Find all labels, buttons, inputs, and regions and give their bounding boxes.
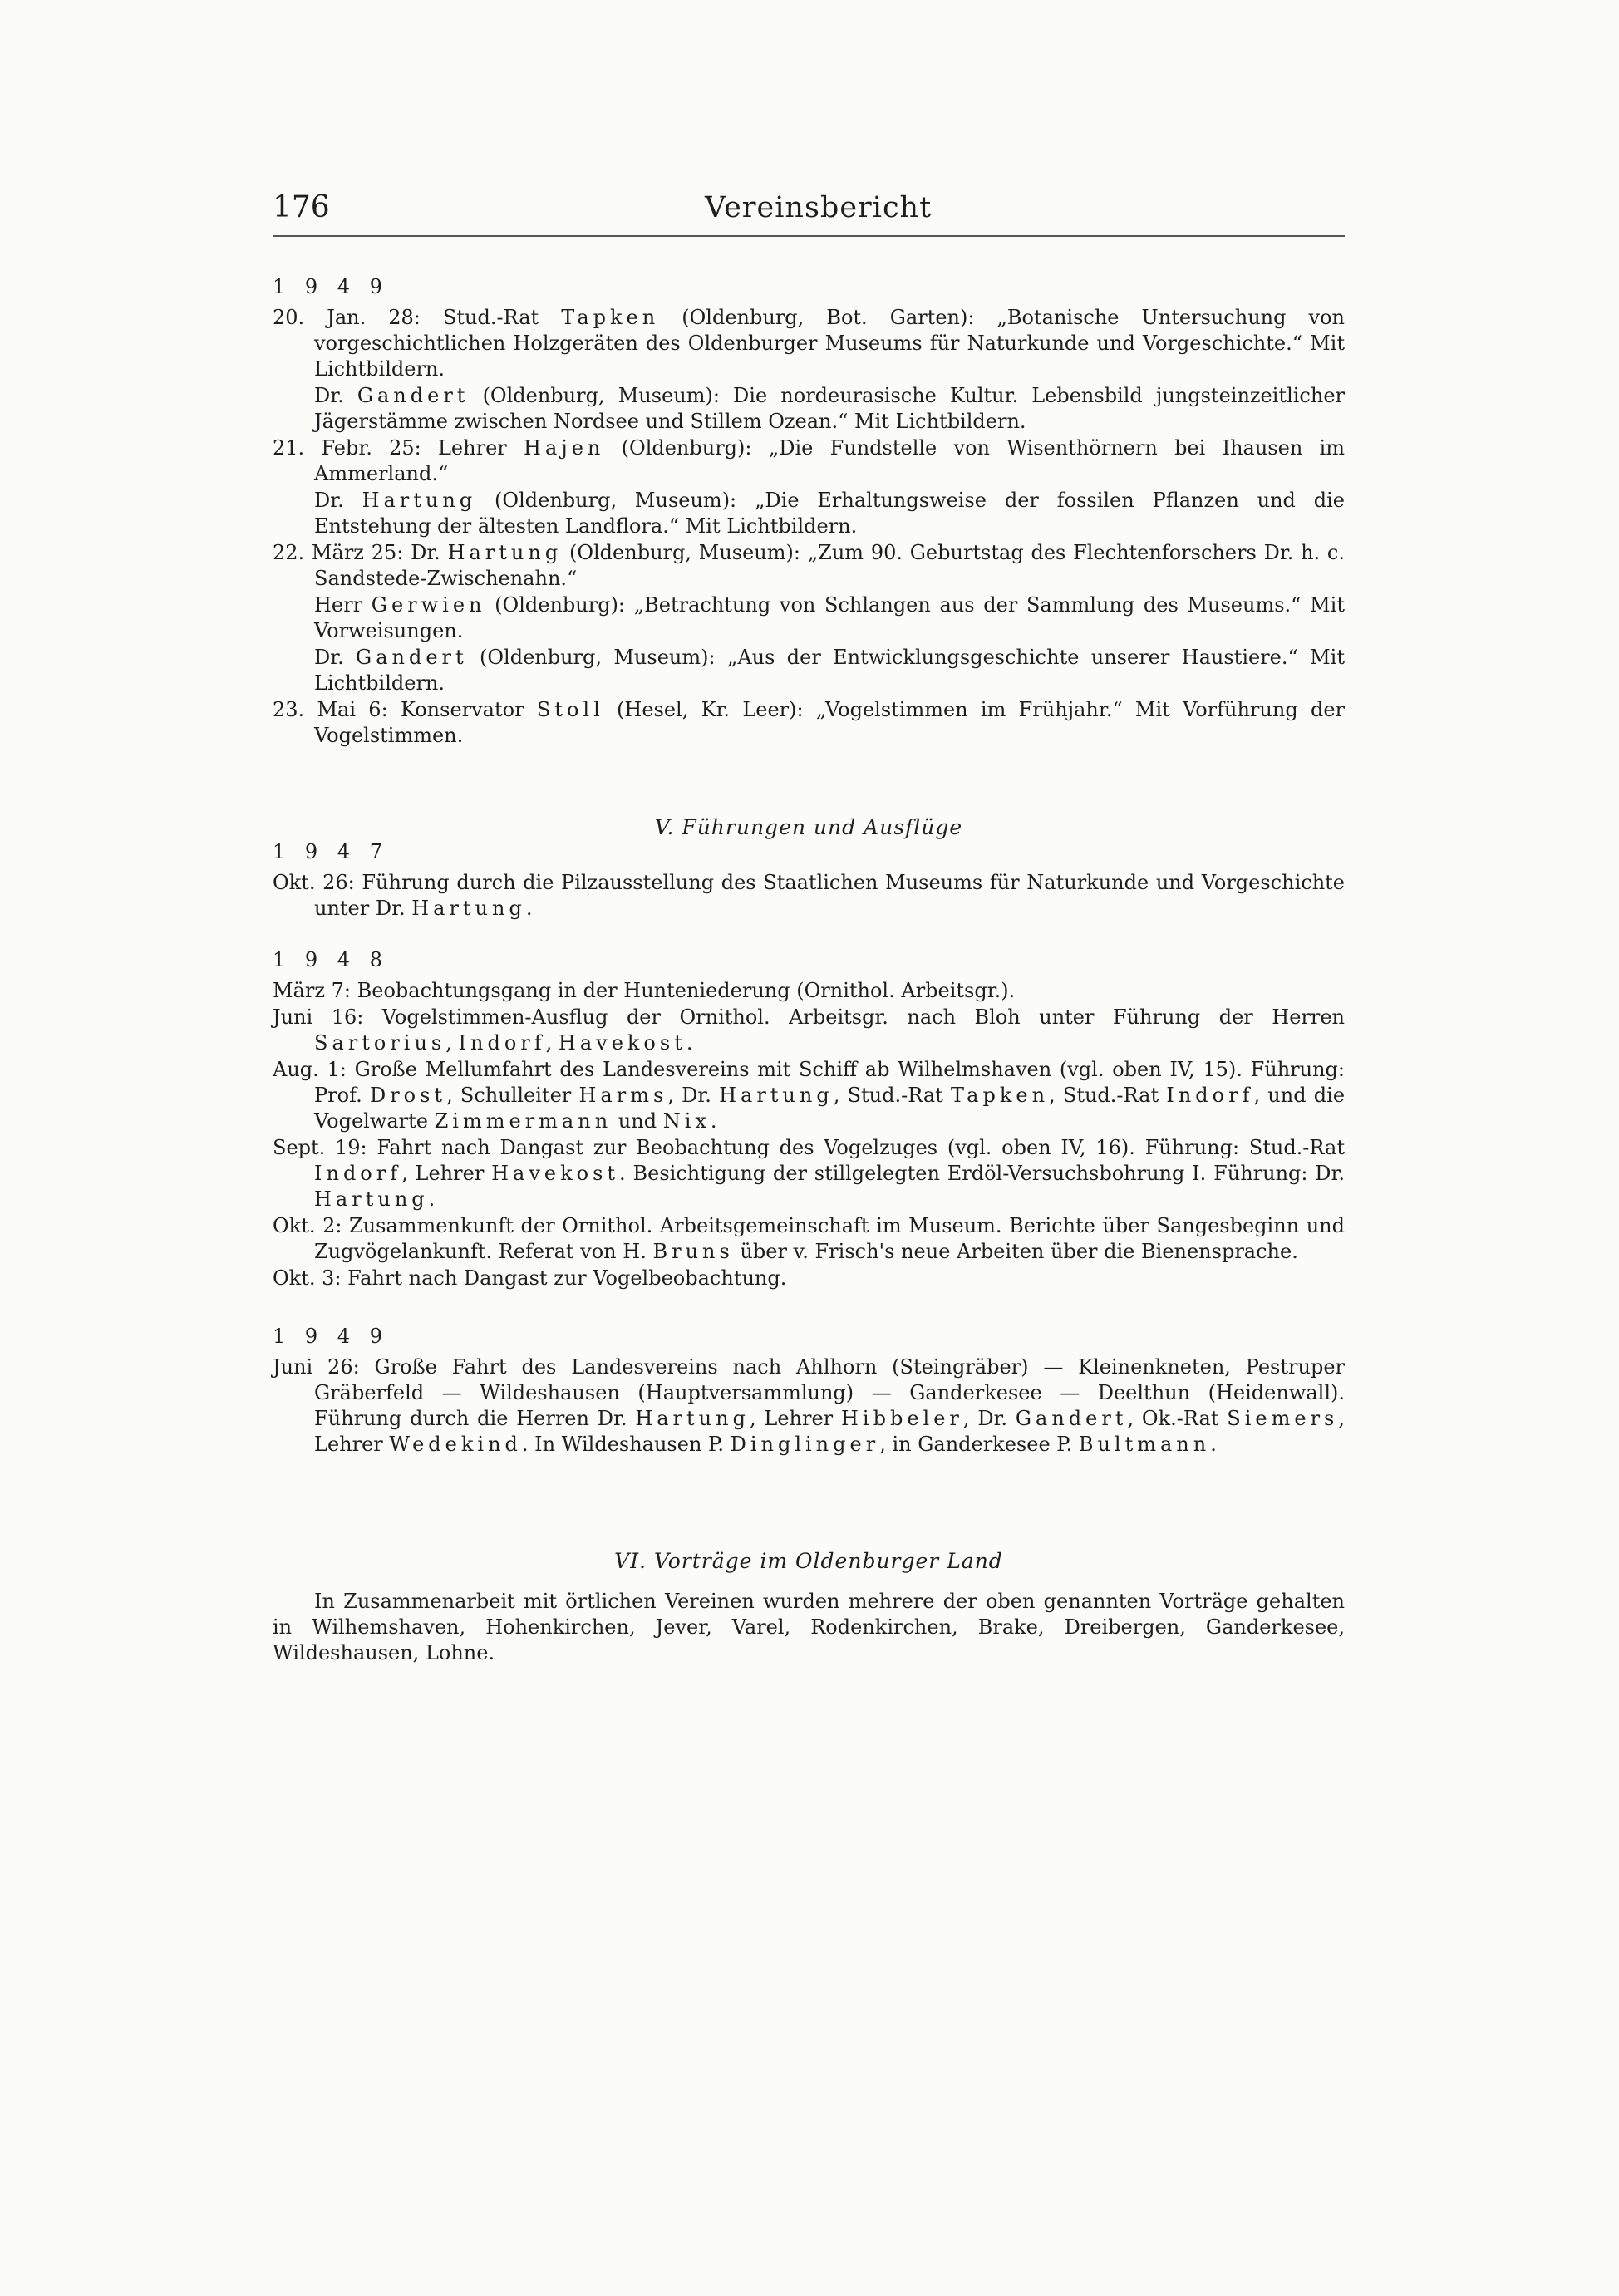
excursions-1948-block <box>273 947 1345 1292</box>
person-name: Hibbeler <box>840 1407 963 1430</box>
list-item: Okt. 3: Fahrt nach Dangast zur Vogelbeobachtung. <box>273 1266 787 1290</box>
person-name: Bruns <box>652 1240 734 1263</box>
person-name: Drost <box>369 1084 447 1107</box>
person-name: Gandert <box>357 384 470 407</box>
list-item: 20. Jan. 28: Stud.-Rat Tapken (Oldenburg, Bot. Garten): „Botanische Untersuchung von vorgeschichtlichen Holzgeräten des Oldenburger Museums für Naturkunde und Vorgeschichte.“ Mit Lichtbildern. <box>273 306 1345 381</box>
person-name: Wedekind <box>389 1433 522 1456</box>
person-name: Stoll <box>536 698 604 721</box>
page-header <box>273 188 1345 238</box>
person-name: Hajen <box>524 436 605 460</box>
running-head: Vereinsbericht <box>705 191 933 224</box>
list-item: März 7: Beobachtungsgang in der Hunteniederung (Ornithol. Arbeitsgr.). <box>273 979 1016 1002</box>
list-item: Dr. Gandert (Oldenburg, Museum): Die nordeurasische Kultur. Lebensbild jungsteinzeitlicher Jägerstämme zwischen Nordsee und Stillem Ozean.“ Mit Lichtbildern. <box>314 384 1345 433</box>
person-name: Tapken <box>561 306 660 329</box>
page-number: 176 <box>273 190 330 224</box>
person-name: Hartung <box>447 541 563 564</box>
list-item: Herr Gerwien (Oldenburg): „Betrachtung von Schlangen aus der Sammlung des Museums.“ Mit Vorweisungen. <box>314 593 1345 642</box>
list-item: Dr. Hartung (Oldenburg, Museum): „Die Erhaltungsweise der fossilen Pflanzen und die Entstehung der ältesten Landflora.“ Mit Lichtbildern. <box>314 489 1345 538</box>
section-v-title: V. Führungen und Ausflüge <box>654 815 963 839</box>
person-name: Dinglinger <box>730 1433 880 1456</box>
year-heading: 1 9 4 7 <box>273 840 389 863</box>
excursions-1947-block <box>273 839 1345 922</box>
excursions-1949-block <box>273 1324 1345 1458</box>
person-name: Hartung <box>411 897 526 920</box>
list-item: 22. März 25: Dr. Hartung (Oldenburg, Museum): „Zum 90. Geburtstag des Flechtenforschers Dr. h. c. Sandstede-Zwischenahn.“ <box>273 541 1345 590</box>
header-rule <box>273 235 1345 237</box>
lectures-1949-block <box>273 274 1345 750</box>
list-item: Aug. 1: Große Mellumfahrt des Landesvereins mit Schiff ab Wilhelmshaven (vgl. oben IV, 15). Führung: Prof. Drost, Schulleiter Harms, Dr. Hartung, Stud.-Rat Tapken, Stud.-Rat Indorf, und die Vogelwarte Zimmermann und Nix. <box>273 1058 1346 1133</box>
person-name: Gerwien <box>371 593 486 617</box>
section-vi-paragraph: In Zusammenarbeit mit örtlichen Vereinen wurden mehrere der oben genannten Vorträge gehalten in Wilhemshaven, Hohenkirchen, Jever, Varel, Rodenkirchen, Brake, Dreibergen, Ganderkesee, Wildeshausen, Lohne. <box>273 1590 1345 1664</box>
person-name: Harms <box>578 1084 668 1107</box>
list-item: Okt. 2: Zusammenkunft der Ornithol. Arbeitsgemeinschaft im Museum. Berichte über Sangesbeginn und Zugvögelankunft. Referat von H. Bruns über v. Frisch's neue Arbeiten über die Bienensprache. <box>273 1214 1345 1263</box>
person-name: Indorf <box>314 1162 402 1185</box>
year-heading: 1 9 4 9 <box>273 1325 389 1348</box>
person-name: Bultmann <box>1078 1433 1211 1456</box>
list-item: Sept. 19: Fahrt nach Dangast zur Beobachtung des Vogelzuges (vgl. oben IV, 16). Führung: Stud.-Rat Indorf, Lehrer Havekost. Besichtigung der stillgelegten Erdöl-Versuchsbohrung I. Führung: Dr. Hartung. <box>273 1136 1345 1211</box>
person-name: Gandert <box>1015 1407 1128 1430</box>
list-item: Dr. Gandert (Oldenburg, Museum): „Aus der Entwicklungsgeschichte unserer Haustiere.“ Mit Lichtbildern. <box>314 646 1345 695</box>
person-name: Hartung <box>719 1084 834 1107</box>
person-name: Havekost <box>491 1162 620 1185</box>
year-heading: 1 9 4 9 <box>273 275 389 298</box>
section-vi-title: VI. Vorträge im Oldenburger Land <box>614 1549 1003 1573</box>
person-name: Hartung <box>635 1407 750 1430</box>
person-name: Indorf <box>458 1031 546 1055</box>
person-name: Tapken <box>951 1084 1050 1107</box>
person-name: Zimmermann <box>434 1109 613 1133</box>
person-name: Hartung <box>314 1187 429 1211</box>
list-item: Juni 26: Große Fahrt des Landesvereins nach Ahlhorn (Steingräber) — Kleinenkneten, Pestruper Gräberfeld — Wildeshausen (Hauptversammlung) — Ganderkesee — Deelthun (Heidenwall). Führung durch die Herren Dr. Hartung, Lehrer Hibbeler, Dr. Gandert, Ok.-Rat Siemers, Lehrer Wedekind. In Wildeshausen P. Dinglinger, in Ganderkesee P. Bultmann. <box>273 1355 1346 1456</box>
person-name: Gandert <box>356 646 468 669</box>
list-item: 23. Mai 6: Konservator Stoll (Hesel, Kr. Leer): „Vogelstimmen im Frühjahr.“ Mit Vorführung der Vogelstimmen. <box>273 698 1346 747</box>
person-name: Nix <box>662 1109 711 1133</box>
year-heading: 1 9 4 8 <box>273 948 389 971</box>
person-name: Havekost <box>558 1031 686 1055</box>
person-name: Indorf <box>1166 1084 1254 1107</box>
list-item: Okt. 26: Führung durch die Pilzausstellung des Staatlichen Museums für Naturkunde und Vorgeschichte unter Dr. Hartung. <box>273 871 1345 920</box>
person-name: Sartorius <box>314 1031 446 1055</box>
list-item: 21. Febr. 25: Lehrer Hajen (Oldenburg): „Die Fundstelle von Wisenthörnern bei Ihausen im Ammerland.“ <box>273 436 1345 485</box>
list-item: Juni 16: Vogelstimmen-Ausflug der Ornithol. Arbeitsgr. nach Bloh unter Führung der Herren Sartorius, Indorf, Havekost. <box>273 1005 1345 1055</box>
person-name: Siemers <box>1227 1407 1339 1430</box>
person-name: Hartung <box>362 489 477 512</box>
